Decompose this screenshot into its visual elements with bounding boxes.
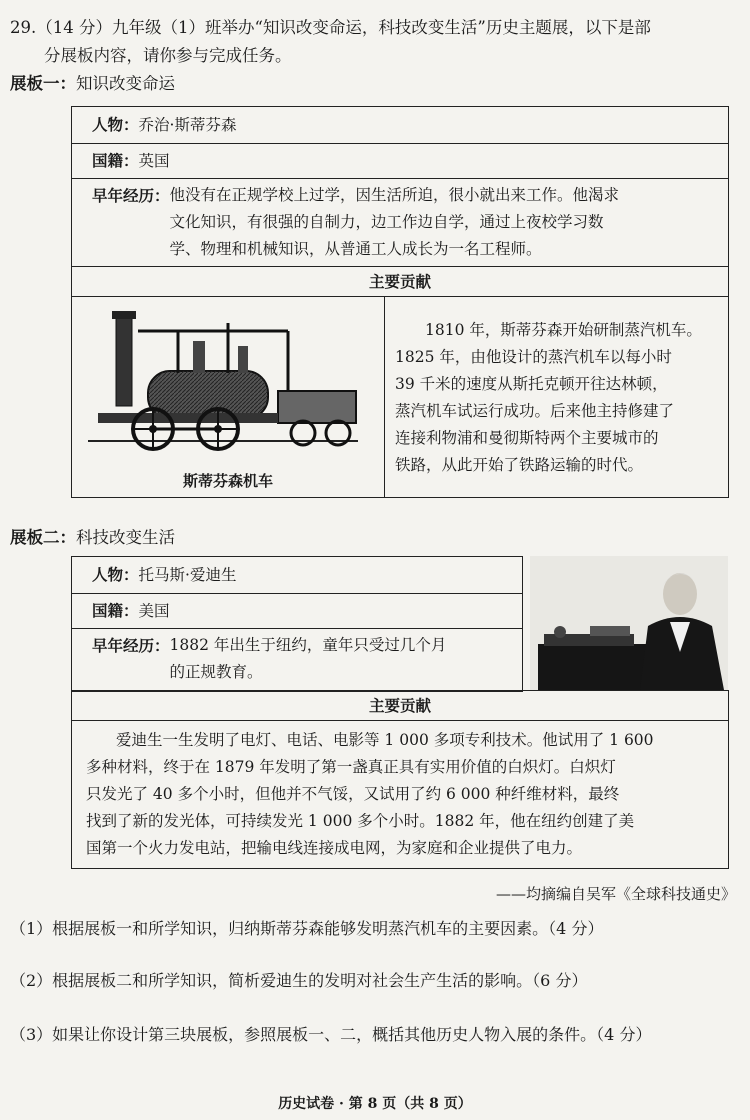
panel2-title: 展板二：科技改变生活 [10,528,175,547]
panel2-contrib-table [71,690,729,869]
question-heading [10,14,738,70]
panel2-nation-row: 国籍：美国 [72,594,523,629]
panel1-early-text: 他没有在正规学校上过学，因生活所迫，很小就出来工作。他渴求 文化知识，有很强的自制力，边工作边自学，通过上夜校学习数 学、物理和机械知识，从普通工人成长为一名工程师。 [169,186,620,258]
panel1-contrib-text: 1810 年，斯蒂芬森开始研制蒸汽机车。 1825 年，由他设计的蒸汽机车以每小时 39 千米的速度从斯托克顿开往达林顿， 蒸汽机车试运行成功。后来他主持修建了 连接利物浦和曼彻斯特两个主要城市的 铁路，从此开始了铁路运输的时代。 [385,297,729,498]
locomotive-illustration [78,301,368,459]
sub-question-3: （3）如果让你设计第三块展板，参照展板一、二，概括其他历史人物入展的条件。（4 分） [10,1025,652,1044]
panel1-nation-row: 国籍：英国 [72,144,729,179]
panel1-person: 乔治·斯蒂芬森 [138,116,237,134]
source-citation: ——均摘编自吴军《全球科技通史》 [495,885,736,903]
sub-question-2: （2）根据展板二和所学知识，简析爱迪生的发明对社会生产生活的影响。（6 分） [10,971,588,990]
panel1-nation: 英国 [138,152,170,170]
panel2-person: 托马斯·爱迪生 [138,566,237,584]
panel2-contrib-text: 爱迪生一生发明了电灯、电话、电影等 1 000 多项专利技术。他试用了 1 600 多种材料，终于在 1879 年发明了第一盏真正具有实用价值的白炽灯。白炽灯 只发光了 40 多个小时，但他并不气馁，又试用了约 6 000 种纤维材料，最终 找到了新的发光体，可持续发光 1 000 多个小时。1882 年，他在纽约创建了美 国第一个火力发电站，把输电线连接成电网，为家庭和企业提供了电力。 [72,721,729,869]
panel2-early-text: 1882 年出生于纽约，童年只受过几个月 的正规教育。 [169,636,447,681]
edison-photo [530,556,728,690]
panel1-table [71,106,729,498]
panel1-person-row: 人物：乔治·斯蒂芬森 [72,107,729,144]
sub-question-1: （1）根据展板一和所学知识，归纳斯蒂芬森能够发明蒸汽机车的主要因素。（4 分） [10,919,604,938]
panel2-person-row: 人物：托马斯·爱迪生 [72,557,523,594]
panel2-early-row: 早年经历： 1882 年出生于纽约，童年只受过几个月 的正规教育。 [72,629,523,692]
panel1-early-row: 早年经历： 他没有在正规学校上过学，因生活所迫，很小就出来工作。他渴求 文化知识，有很强的自制力，边工作边自学，通过上夜校学习数 学、物理和机械知识，从普通工人成长为一名工程师。 [72,179,729,267]
panel2-contrib-header: 主要贡献 [72,691,729,721]
panel1-title: 展板一：知识改变命运 [10,74,175,93]
panel2-nation: 美国 [138,602,170,620]
question-line-1: 29.（14 分）九年级（1）班举办“知识改变命运，科技改变生活”历史主题展，以下是部 [10,18,651,37]
panel1-image-cell [72,297,385,498]
panel2-info-table [71,556,523,692]
question-line-2: 分展板内容，请你参与完成任务。 [44,46,292,65]
page-footer: 历史试卷 · 第 8 页（共 8 页） [278,1096,472,1112]
panel1-contrib-header: 主要贡献 [72,267,729,297]
locomotive-caption: 斯蒂芬森机车 [182,472,273,490]
